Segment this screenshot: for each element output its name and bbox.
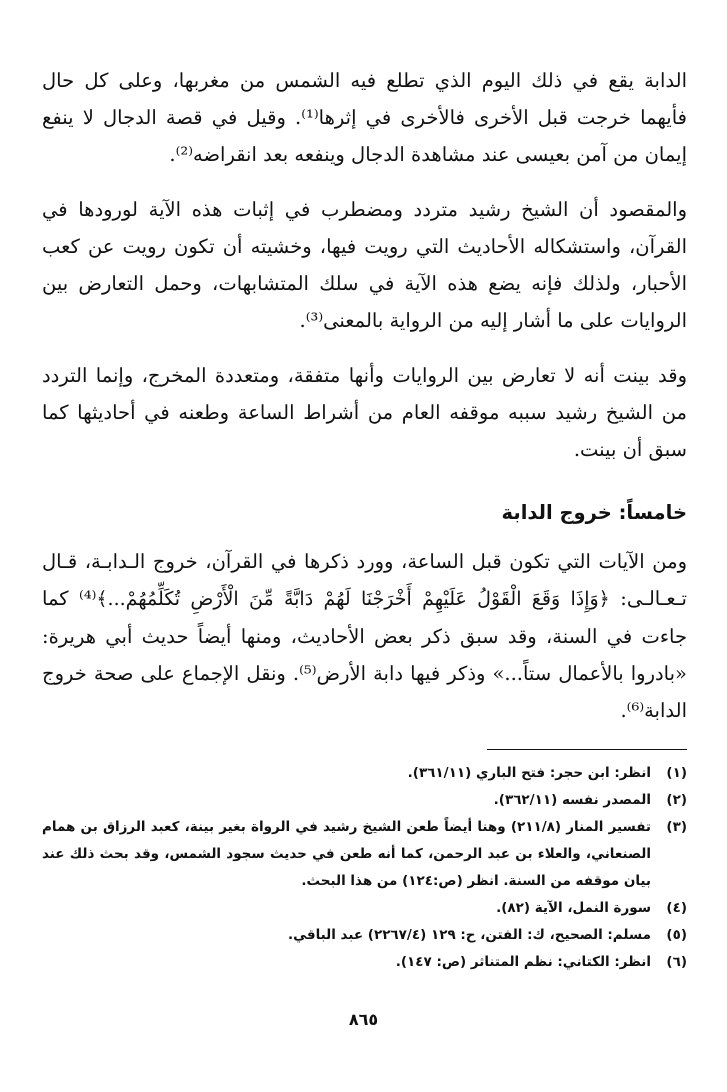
footnote-number: (٤) [666,900,687,916]
footnote [42,949,687,976]
footnote-number: (٥) [666,927,687,943]
footnote-number: (٦) [666,954,687,970]
footnote-text: مسلم: الصحيح، ك: الفتن، ح: ١٢٩ (٢٢٦٧/٤) عبد الباقي. [287,927,651,943]
quran-verse: ﴿وَإِذَا وَقَعَ الْقَوْلُ عَلَيْهِمْ أَخْرَجْنَا لَهُمْ دَابَّةً مِّنَ الْأَرْضِ تُكَلِّمُهُمْ...﴾ [96,588,610,610]
paragraph-3: وقد بينت أنه لا تعارض بين الروايات وأنها متفقة، ومتعددة المخرج، وإنما التردد من الشيخ رشيد سببه موقفه العام من أشراط الساعة وطعنه في أحاديثها كما سبق أن بينت. [42,364,687,461]
footnote-text: المصدر نفسه (٣٦٢/١١). [493,792,651,808]
main-text [42,62,687,729]
footnote [42,922,687,949]
footnote [42,760,687,787]
footnote-number: (١) [666,765,687,781]
paragraph-4-intro: ومن الآيات التي تكون قبل الساعة، وورد ذكرها في القرآن، خروج الـدابـة، قـال تـعـالـى: [42,550,687,610]
footnotes [42,760,687,976]
footnote-text: انظر: ابن حجر: فتح الباري (٣٦١/١١). [407,765,651,781]
paragraph-4 [42,543,687,729]
footnote-text: سورة النمل، الآية (٨٢). [496,900,651,916]
footnote [42,787,687,814]
section-heading: خامساً: خروج الدابة [501,501,687,524]
footnote-number: (٣) [666,819,687,835]
page-number: ٨٦٥ [348,1010,379,1029]
footnote-separator [487,749,687,750]
footnote [42,814,687,895]
footnote [42,895,687,922]
paragraph-2: والمقصود أن الشيخ رشيد متردد ومضطرب في إثبات هذه الآية لورودها في القرآن، واستشكاله الأحاديث التي رويت فيها، وخشيته أن تكون رويت عن كعب الأحبار، ولذلك فإنه يضع هذه الآية في سلك المتشابهات، وحمل التعارض بين الروايات على ما أشار إليه من الرواية بالمعنى⁽³⁾. [42,198,687,332]
paragraph-1: الدابة يقع في ذلك اليوم الذي تطلع فيه الشمس من مغربها، وعلى كل حال فأيهما خرجت قبل الأخرى فالأخرى في إثرها⁽¹⁾. وقيل في قصة الدجال لا ينفع إيمان من آمن بعيسى عند مشاهدة الدجال وينفعه بعد انقراضه⁽²⁾. [42,69,687,166]
footnote-text: انظر: الكتاني: نظم المتناثر (ص: ١٤٧). [395,954,651,970]
footnote-text: تفسير المنار (٢١١/٨) وهنا أيضاً طعن الشيخ رشيد في الرواة بغير بينة، كعبد الرزاق بن همام الصنعاني، والعلاء بن عبد الرحمن، كما أنه طعن في حديث سجود الشمس، وقد بحث ذلك عند بيان موقفه من السنة. انظر (ص:١٢٤) من هذا البحث. [42,819,651,889]
footnote-number: (٢) [666,792,687,808]
paragraph-4-rest: ⁽⁴⁾ كما جاءت في السنة، وقد سبق ذكر بعض الأحاديث، ومنها أيضاً حديث أبي هريرة: «بادروا بالأعمال ستاً...» وذكر فيها دابة الأرض⁽⁵⁾. ونقل الإجماع على صحة خروج الدابة⁽⁶⁾. [42,587,687,722]
